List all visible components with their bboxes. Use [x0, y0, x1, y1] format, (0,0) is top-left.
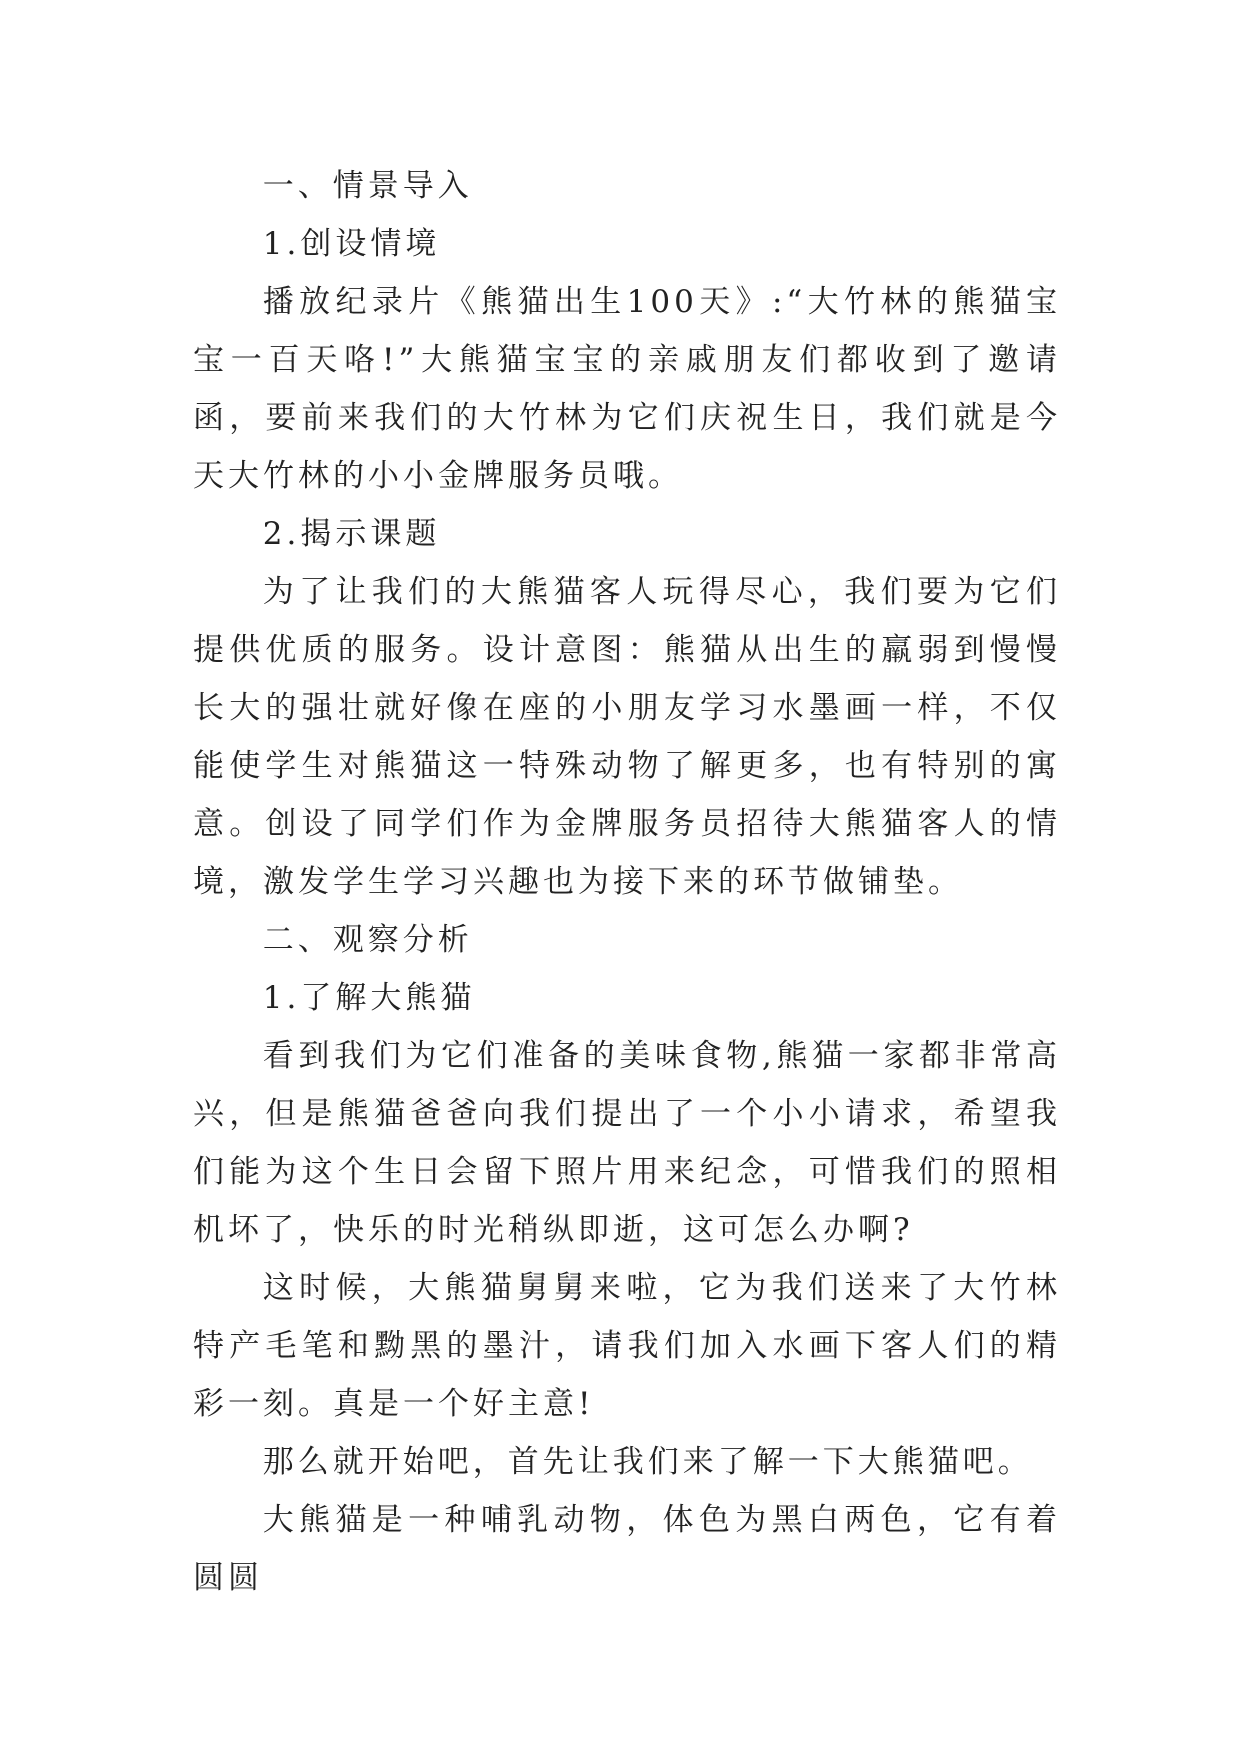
heading-section-1: 一、情景导入 — [262, 168, 473, 204]
heading-section-2: 二、观察分析 — [262, 922, 473, 958]
paragraph: 那么就开始吧，首先让我们来了解一下大熊猫吧。 — [262, 1444, 1033, 1480]
document-body — [193, 157, 1061, 1607]
paragraph: 播放纪录片《熊猫出生100天》:“大竹林的熊猫宝宝一百天咯!”大熊猫宝宝的亲戚朋友们都收到了邀请函，要前来我们的大竹林为它们庆祝生日，我们就是今天大竹林的小小金牌服务员哦。 — [193, 284, 1061, 494]
subheading-1-2: 2.揭示课题 — [262, 516, 441, 552]
paragraph: 为了让我们的大熊猫客人玩得尽心，我们要为它们提供优质的服务。设计意图：熊猫从出生的羸弱到慢慢长大的强壮就好像在座的小朋友学习水墨画一样，不仅能使学生对熊猫这一特殊动物了解更多，也有特别的寓意。创设了同学们作为金牌服务员招待大熊猫客人的情境，激发学生学习兴趣也为接下来的环节做铺垫。 — [193, 574, 1061, 900]
paragraph: 大熊猫是一种哺乳动物，体色为黑白两色，它有着圆圆 — [193, 1502, 1061, 1596]
subheading-2-1: 1.了解大熊猫 — [262, 980, 476, 1016]
subheading-1-1: 1.创设情境 — [262, 226, 441, 262]
paragraph: 看到我们为它们准备的美味食物,熊猫一家都非常高兴，但是熊猫爸爸向我们提出了一个小小请求，希望我们能为这个生日会留下照片用来纪念，可惜我们的照相机坏了，快乐的时光稍纵即逝，这可怎么办啊? — [193, 1038, 1061, 1248]
paragraph: 这时候，大熊猫舅舅来啦，它为我们送来了大竹林特产毛笔和黝黑的墨汁，请我们加入水画下客人们的精彩一刻。真是一个好主意! — [193, 1270, 1061, 1422]
